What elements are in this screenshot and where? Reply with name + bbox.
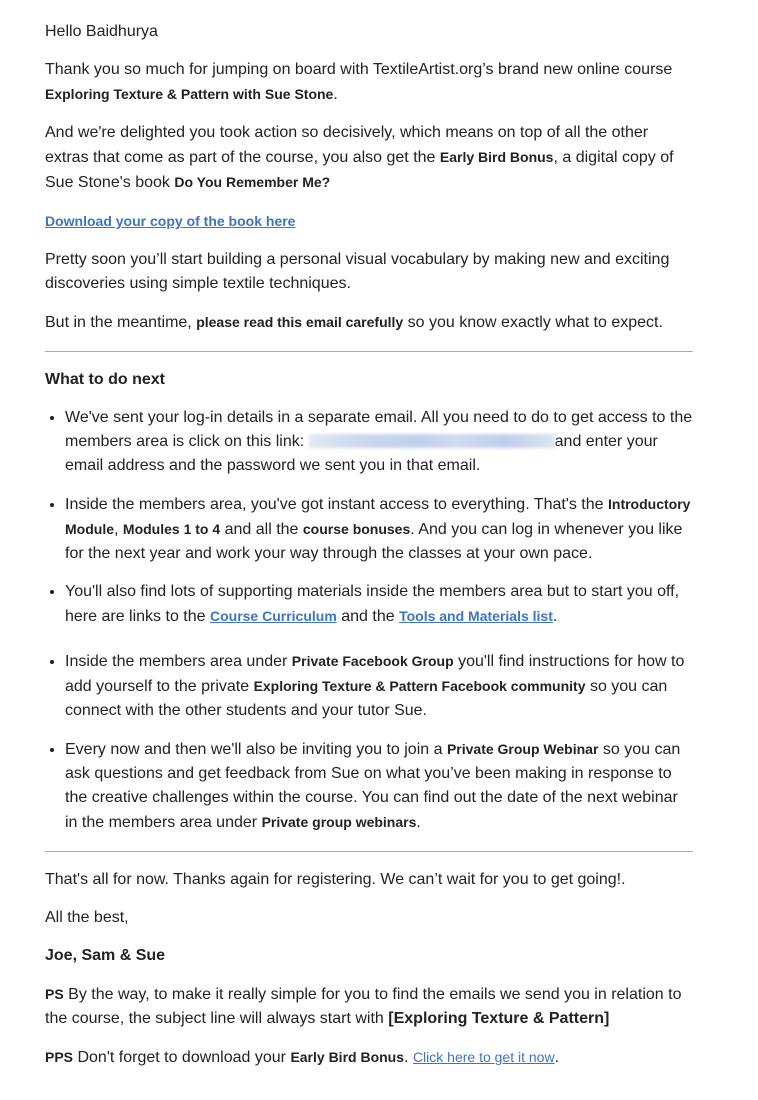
book-title: Do You Remember Me? xyxy=(174,174,331,190)
download-book-link[interactable]: Download your copy of the book here xyxy=(45,213,296,229)
pps-text: Don't forget to download your xyxy=(77,1049,286,1066)
list-item xyxy=(65,737,693,835)
list-item xyxy=(65,406,693,478)
meantime-emphasis: please read this email carefully xyxy=(196,314,404,330)
list-item xyxy=(65,649,693,723)
ps-text: By the way, to make it really simple for you to find the emails we send you in relation to the course, the subject line will always start with xyxy=(45,986,682,1027)
bonus-name: Early Bird Bonus xyxy=(439,149,554,165)
ps-label: PS xyxy=(45,986,64,1002)
closing-paragraph: That's all for now. Thanks again for registering. We can’t wait for you to get going!. xyxy=(45,871,626,888)
modules: Modules 1 to 4 xyxy=(122,521,221,537)
divider xyxy=(45,851,693,852)
bullet-3-text-1: You'll also find lots of supporting materials inside the members area but to start you off, here are links to the xyxy=(65,583,680,625)
bonus-text-2: , a digital copy of Sue Stone's book xyxy=(45,149,674,191)
bonus-paragraph xyxy=(45,121,693,195)
group-webinar: Private Group Webinar xyxy=(446,741,599,757)
pps-label: PPS xyxy=(45,1049,74,1065)
pps-period: . xyxy=(404,1049,409,1066)
divider xyxy=(45,351,693,352)
bonus-text-1: And we're delighted you took action so decisively, which means on top of all the other extras that come as part of the course, you also get the xyxy=(45,124,649,166)
redacted-link[interactable] xyxy=(309,434,555,448)
intro-paragraph xyxy=(45,58,693,107)
tools-materials-link[interactable]: Tools and Materials list xyxy=(399,608,553,624)
bullet-2-text-2: and all the xyxy=(224,521,299,538)
next-heading: What to do next xyxy=(45,371,165,388)
bullet-4-text-3: so you can connect with the other students and your tutor Sue. xyxy=(65,678,668,719)
bullet-4-text-2: you'll find instructions for how to add yourself to the private xyxy=(65,653,685,695)
facebook-group: Private Facebook Group xyxy=(291,653,454,669)
soon-paragraph: Pretty soon you’ll start building a personal visual vocabulary by making new and exciting discoveries using simple textile techniques. xyxy=(45,251,670,292)
signature xyxy=(45,944,693,968)
course-curriculum-link[interactable]: Course Curriculum xyxy=(209,608,337,624)
signature-names: Joe, Sam & Sue xyxy=(45,947,166,964)
bullet-5-text-2: so you can ask questions and get feedback from Sue on what you’ve been making in response to the creative challenges within the course. You can find out the date of the next webinar in the members area under xyxy=(65,741,681,831)
intro-module: Introductory Module xyxy=(65,496,691,537)
meantime-text-1: But in the meantime, xyxy=(45,314,192,331)
bullet-2-comma: , xyxy=(114,521,119,538)
intro-text: Thank you so much for jumping on board with TextileArtist.org’s brand new online course xyxy=(45,61,673,78)
group-webinars: Private group webinars xyxy=(261,814,417,830)
bullet-4-text-1: Inside the members area under xyxy=(65,653,288,670)
list-item xyxy=(65,492,693,566)
intro-period: . xyxy=(333,86,338,103)
pps-bonus: Early Bird Bonus xyxy=(290,1049,405,1065)
bullet-3-text-2: and the xyxy=(341,608,395,625)
meantime-text-2: so you know exactly what to expect. xyxy=(407,314,663,331)
facebook-community: Exploring Texture & Pattern Facebook community xyxy=(253,678,586,694)
bullet-2-text-1: Inside the members area, you've got instant access to everything. That's the xyxy=(65,496,604,513)
pps-paragraph xyxy=(45,1045,693,1070)
greeting: Hello Baidhurya xyxy=(45,23,158,40)
bullet-5-text-1: Every now and then we'll also be inviting you to join a xyxy=(65,741,443,758)
download-paragraph xyxy=(45,209,693,234)
bullet-3-period: . xyxy=(552,608,558,625)
list-item xyxy=(65,580,693,629)
course-name: Exploring Texture & Pattern with Sue Stone xyxy=(45,86,334,102)
next-steps-list xyxy=(45,406,693,835)
bullet-1-text-1: We've sent your log-in details in a separate email. All you need to do to get access to the members area is click on this link: xyxy=(65,409,693,450)
ps-subject: [Exploring Texture & Pattern] xyxy=(388,1010,610,1027)
bullet-5-period: . xyxy=(416,814,421,831)
get-bonus-link[interactable]: Click here to get it now xyxy=(412,1049,555,1065)
pps-period-2: . xyxy=(554,1049,560,1066)
ps-paragraph xyxy=(45,982,693,1031)
bullet-1-text-2: and enter your email address and the password we sent you in that email. xyxy=(65,433,658,474)
signoff: All the best, xyxy=(45,909,129,926)
bullet-2-text-3: . And you can log in whenever you like for the next year and work your way through the classes at your own pace. xyxy=(65,521,683,562)
meantime-paragraph xyxy=(45,310,693,335)
course-bonuses: course bonuses xyxy=(302,521,411,537)
